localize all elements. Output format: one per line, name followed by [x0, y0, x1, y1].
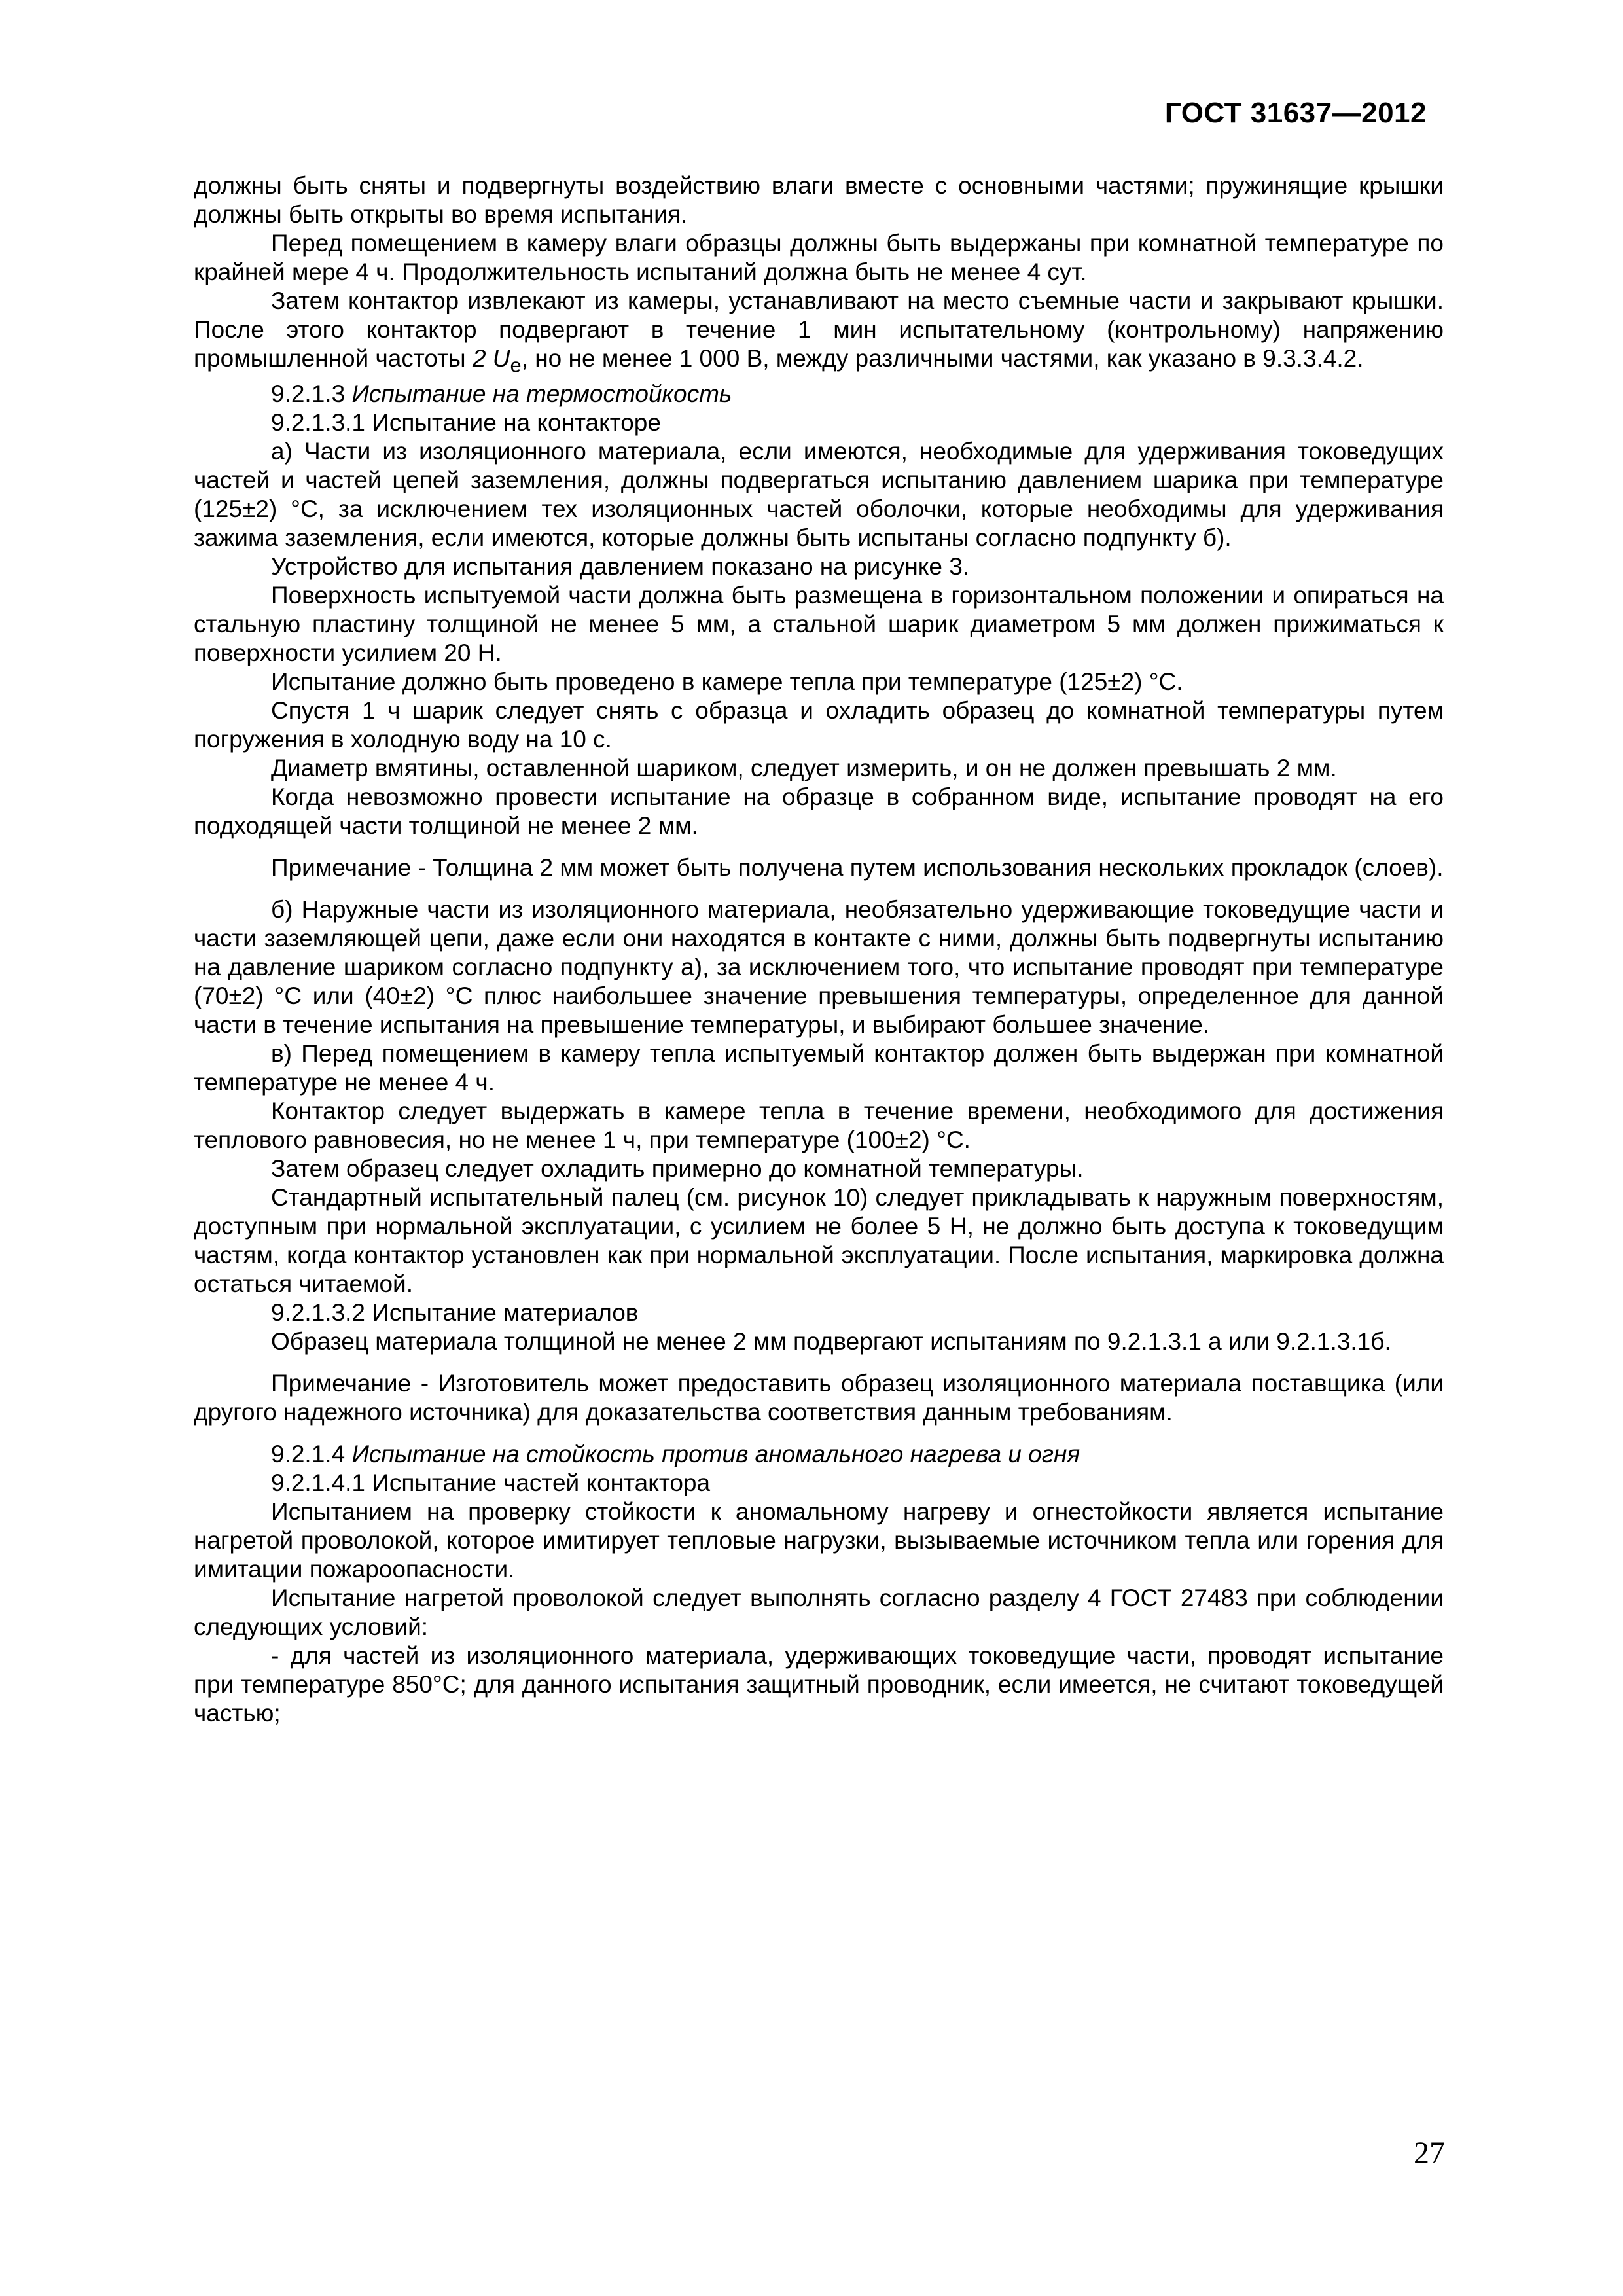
paragraph: в) Перед помещением в камеру тепла испытуемый контактор должен быть выдержан при комнатной температуре не менее 4 ч.: [194, 1040, 1444, 1096]
formula-text: 2 U: [472, 345, 510, 372]
paragraph: Поверхность испытуемой части должна быть размещена в горизонтальном положении и опираться на стальную пластину толщиной не менее 5 мм, а стальной шарик диаметром 5 мм должен прижиматься к поверхности усилием 20 Н.: [194, 582, 1444, 667]
paragraph: а) Части из изоляционного материала, если имеются, необходимые для удерживания токоведущих частей и частей цепей заземления, должны подвергаться испытанию давлением шарика при температуре (125±2) °С, за исключением тех изоляционных частей оболочки, которые необходимы для удерживания зажима заземления, если имеются, которые должны быть испытаны согласно подпункту б).: [194, 438, 1444, 552]
section-heading: [194, 380, 1444, 408]
subsection-heading: 9.2.1.4.1 Испытание частей контактора: [271, 1469, 711, 1497]
paragraph: Диаметр вмятины, оставленной шариком, следует измерить, и он не должен превышать 2 мм.: [271, 755, 1337, 782]
paragraph: Перед помещением в камеру влаги образцы должны быть выдержаны при комнатной температуре по крайней мере 4 ч. Продолжительность испытаний должна быть не менее 4 сут.: [194, 230, 1444, 285]
paragraph: Когда невозможно провести испытание на образце в собранном виде, испытание проводят на его подходящей части толщиной не менее 2 мм.: [194, 783, 1444, 840]
paragraph: Спустя 1 ч шарик следует снять с образца и охладить образец до комнатной температуры путем погружения в холодную воду на 10 с.: [194, 697, 1444, 753]
text-run: , но не менее 1 000 В, между различными частями, как указано в 9.3.3.4.2.: [521, 345, 1364, 372]
paragraph: - для частей из изоляционного материала, удерживающих токоведущие части, проводят испытание при температуре 850°С; для данного испытания защитный проводник, если имеется, не считают токоведущей частью;: [194, 1642, 1444, 1727]
paragraph: Испытание должно быть проведено в камере тепла при температуре (125±2) °С.: [271, 668, 1183, 696]
page-number: 27: [1414, 2136, 1445, 2170]
paragraph: Затем образец следует охладить примерно до комнатной температуры.: [271, 1155, 1084, 1183]
paragraph: Испытание нагретой проволокой следует выполнять согласно разделу 4 ГОСТ 27483 при соблюдении следующих условий:: [194, 1585, 1444, 1641]
paragraph-continuation: должны быть сняты и подвергнуты воздействию влаги вместе с основными частями; пружинящие крышки должны быть открыты во время испытания.: [194, 172, 1444, 228]
subsection-heading: 9.2.1.3.2 Испытание материалов: [271, 1299, 639, 1327]
section-heading: [194, 1440, 1444, 1469]
paragraph: Устройство для испытания давлением показано на рисунке 3.: [271, 553, 970, 581]
section-title: Испытание на термостойкость: [351, 380, 732, 408]
section-number: 9.2.1.4: [271, 1441, 352, 1468]
paragraph-with-formula: [194, 287, 1444, 380]
page-content: [194, 171, 1444, 1728]
paragraph: б) Наружные части из изоляционного материала, необязательно удерживающие токоведущие части и части заземляющей цепи, даже если они находятся в контакте с ними, должны быть подвергнуты испытанию на давление шариком согласно подпункту а), за исключением того, что испытание проводят при температуре (70±2) °С или (40±2) °С плюс наибольшее значение превышения температуры, определенное для данной части в течение испытания на превышение температуры, и выбирают большее значение.: [194, 896, 1444, 1039]
formula-subscript: e: [510, 353, 522, 377]
note: Примечание - Изготовитель может предоставить образец изоляционного материала поставщика (или другого надежного источника) для доказательства соответствия данным требованиям.: [194, 1370, 1444, 1426]
paragraph: Образец материала толщиной не менее 2 мм подвергают испытаниям по 9.2.1.3.1 а или 9.2.1.3.1б.: [271, 1328, 1391, 1355]
paragraph: Стандартный испытательный палец (см. рисунок 10) следует прикладывать к наружным поверхностям, доступным при нормальной эксплуатации, с усилием не более 5 Н, не должно быть доступа к токоведущим частям, когда контактор установлен как при нормальной эксплуатации. После испытания, маркировка должна остаться читаемой.: [194, 1184, 1444, 1298]
subsection-heading: 9.2.1.3.1 Испытание на контакторе: [271, 409, 661, 437]
section-number: 9.2.1.3: [271, 380, 352, 408]
note: Примечание - Толщина 2 мм может быть получена путем использования нескольких прокладок (слоев).: [271, 854, 1444, 882]
text-run: Затем контактор извлекают из камеры, устанавливают на место съемные части и закрывают крышки. После этого контактор подвергают в течение 1 мин испытательному (контрольному) напряжению промышленной частоты: [194, 287, 1444, 372]
document-header: ГОСТ 31637—2012: [1164, 97, 1427, 129]
paragraph: Контактор следует выдержать в камере тепла в течение времени, необходимого для достижения теплового равновесия, но не менее 1 ч, при температуре (100±2) °С.: [194, 1098, 1444, 1154]
paragraph: Испытанием на проверку стойкости к аномальному нагреву и огнестойкости является испытание нагретой проволокой, которое имитирует тепловые нагрузки, вызываемые источником тепла или горения для имитации пожароопасности.: [194, 1498, 1444, 1583]
section-title: Испытание на стойкость против аномального нагрева и огня: [351, 1441, 1080, 1468]
